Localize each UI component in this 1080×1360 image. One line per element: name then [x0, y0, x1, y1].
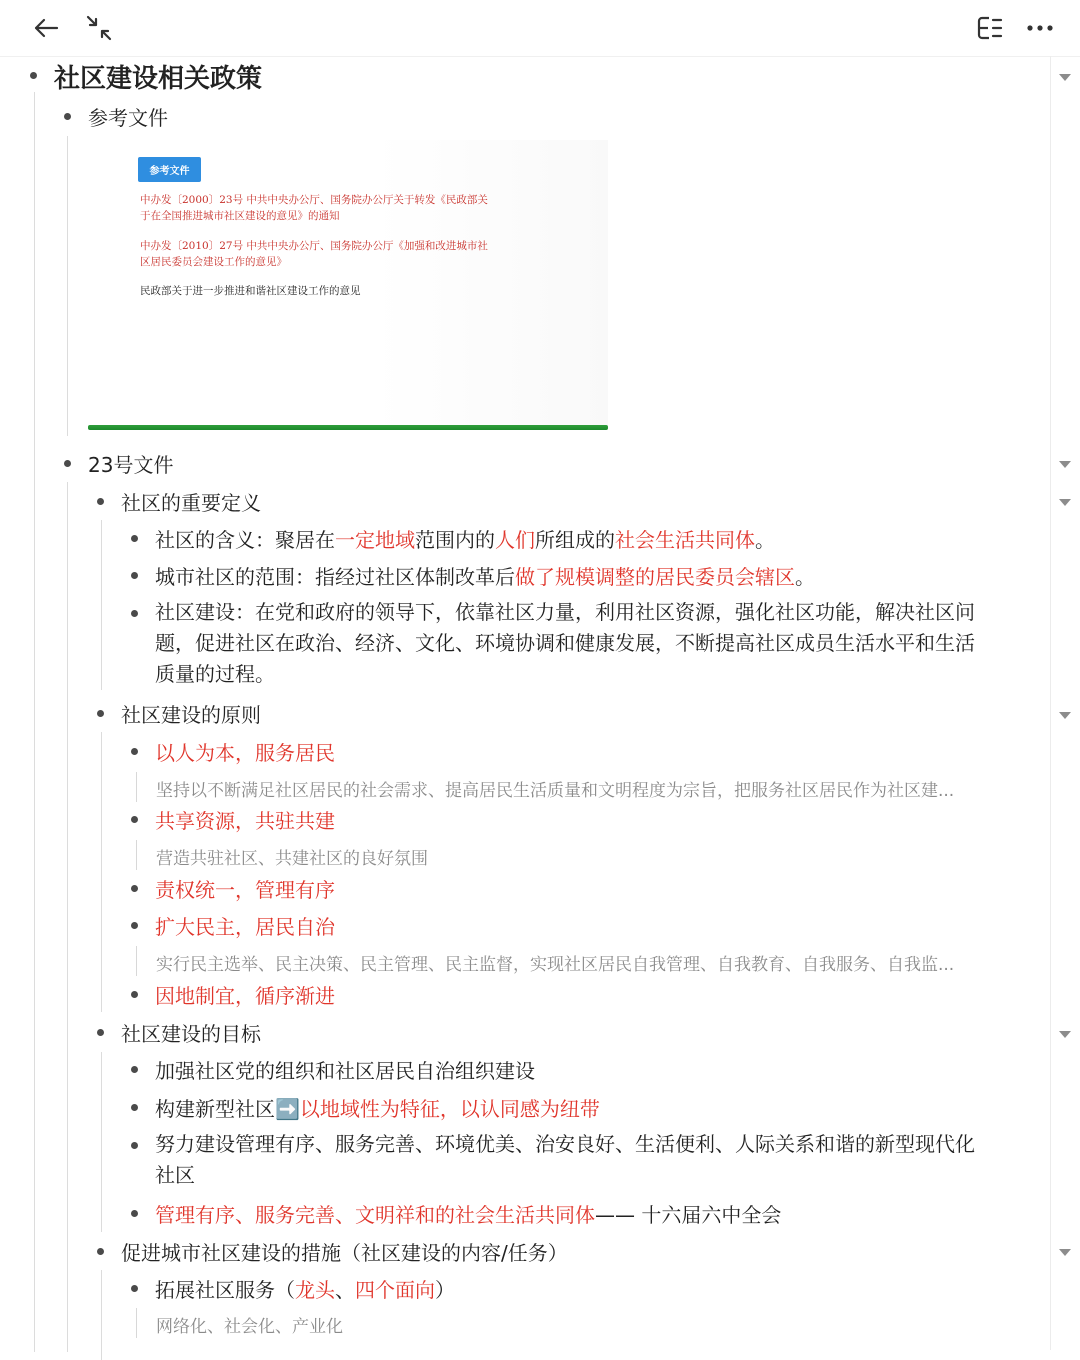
principle-note: 实行民主选举、民主决策、民主管理、民主监督，实现社区居民自我管理、自我教育、自我服务、自我监...	[156, 955, 955, 975]
bullet	[131, 1066, 138, 1073]
measure-note: 网络化、社会化、产业化	[156, 1317, 343, 1337]
principle-item: 扩大民主，居民自治	[155, 915, 335, 939]
right-arrow-icon: ➡️	[275, 1097, 300, 1121]
reference-document-image[interactable]	[88, 140, 608, 430]
node-principles[interactable]: 社区建设的原则	[121, 703, 261, 727]
note-bar	[136, 946, 137, 976]
node-measures[interactable]: 促进城市社区建设的措施（社区建设的内容/任务）	[121, 1241, 568, 1265]
principle-item: 因地制宜，循序渐进	[155, 984, 335, 1008]
node-reference-files[interactable]: 参考文件	[88, 106, 168, 130]
bullet	[97, 1248, 104, 1255]
page-title: 社区建设相关政策	[54, 64, 263, 94]
note-bar	[136, 772, 137, 802]
bullet	[131, 922, 138, 929]
more-icon[interactable]	[1024, 12, 1056, 44]
principle-item: 共享资源，共驻共建	[155, 809, 335, 833]
bullet	[131, 610, 138, 617]
goal-item: 管理有序、服务完善、文明祥和的社会生活共同体—— 十六届六中全会	[155, 1203, 782, 1227]
guide-line-level2a	[67, 136, 68, 436]
bullet	[30, 72, 37, 79]
bullet	[131, 1285, 138, 1292]
collapse-caret-icon[interactable]	[1059, 1031, 1071, 1038]
doc-line: 中办发〔2010〕27号 中共中央办公厅、国务院办公厅《加强和改进城市社	[140, 240, 488, 252]
bullet	[131, 1142, 138, 1149]
bullet	[97, 1029, 104, 1036]
outline-content	[0, 56, 1080, 1350]
measure-item: 拓展社区服务（龙头、四个面向）	[155, 1278, 455, 1302]
guide-line-level3a	[101, 520, 102, 690]
bullet	[131, 1104, 138, 1111]
bullet	[131, 1210, 138, 1217]
doc-line: 区居民委员会建设工作的意见》	[140, 256, 287, 268]
bullet	[131, 991, 138, 998]
guide-line-level2b	[67, 482, 68, 1352]
guide-line-level1	[34, 92, 35, 1352]
doc-tag: 参考文件	[138, 157, 201, 182]
definition-item: 城市社区的范围：指经过社区体制改革后做了规模调整的居民委员会辖区。	[155, 565, 815, 589]
definition-item-multiline: 社区建设：在党和政府的领导下，依靠社区力量，利用社区资源，强化社区功能，解决社区问 题，促进社区在政治、经济、文化、环境协调和健康发展，不断提高社区成员生活水平和生活 质量的过程。	[155, 600, 975, 686]
node-goals[interactable]: 社区建设的目标	[121, 1022, 261, 1046]
outline-icon[interactable]	[972, 12, 1006, 44]
collapse-caret-icon[interactable]	[1059, 499, 1071, 506]
node-doc23[interactable]: 23号文件	[88, 453, 174, 477]
back-arrow-icon[interactable]	[30, 12, 62, 44]
principle-item: 责权统一，管理有序	[155, 878, 335, 902]
collapse-caret-icon[interactable]	[1059, 461, 1071, 468]
doc-green-bar	[88, 425, 608, 430]
bullet	[131, 816, 138, 823]
bullet	[97, 498, 104, 505]
collapse-icon[interactable]	[84, 12, 114, 44]
note-bar	[136, 1308, 137, 1338]
bullet	[131, 748, 138, 755]
bullet	[97, 710, 104, 717]
bullet	[131, 885, 138, 892]
collapse-caret-icon[interactable]	[1059, 1249, 1071, 1256]
note-bar	[136, 840, 137, 870]
collapse-caret-icon[interactable]	[1059, 712, 1071, 719]
goal-item: 加强社区党的组织和社区居民自治组织建设	[155, 1059, 535, 1083]
principle-note: 坚持以不断满足社区居民的社会需求、提高居民生活质量和文明程度为宗旨，把服务社区居民作为社区建...	[156, 781, 955, 801]
definition-item: 社区的含义：聚居在一定地域范围内的人们所组成的社会生活共同体。	[155, 528, 775, 552]
principle-item: 以人为本，服务居民	[155, 741, 335, 765]
guide-line-level3d	[101, 1270, 102, 1360]
collapse-caret-icon[interactable]	[1059, 74, 1071, 81]
bullet	[131, 572, 138, 579]
goal-item-multiline: 努力建设管理有序、服务完善、环境优美、治安良好、生活便利、人际关系和谐的新型现代化 社区	[155, 1132, 975, 1187]
bullet	[64, 113, 71, 120]
doc-line: 民政部关于进一步推进和谐社区建设工作的意见	[140, 285, 361, 297]
node-definitions[interactable]: 社区的重要定义	[121, 491, 261, 515]
doc-line: 于在全国推进城市社区建设的意见》的通知	[140, 210, 340, 222]
bullet	[64, 460, 71, 467]
top-toolbar	[0, 0, 1080, 57]
bullet	[131, 535, 138, 542]
doc-line: 中办发〔2000〕23号 中共中央办公厅、国务院办公厅关于转发《民政部关	[140, 194, 488, 206]
principle-note: 营造共驻社区、共建社区的良好氛围	[156, 849, 428, 869]
goal-item: 构建新型社区➡️以地域性为特征，以认同感为纽带	[155, 1097, 600, 1121]
guide-line-level3b	[101, 732, 102, 1012]
guide-line-level3c	[101, 1052, 102, 1232]
